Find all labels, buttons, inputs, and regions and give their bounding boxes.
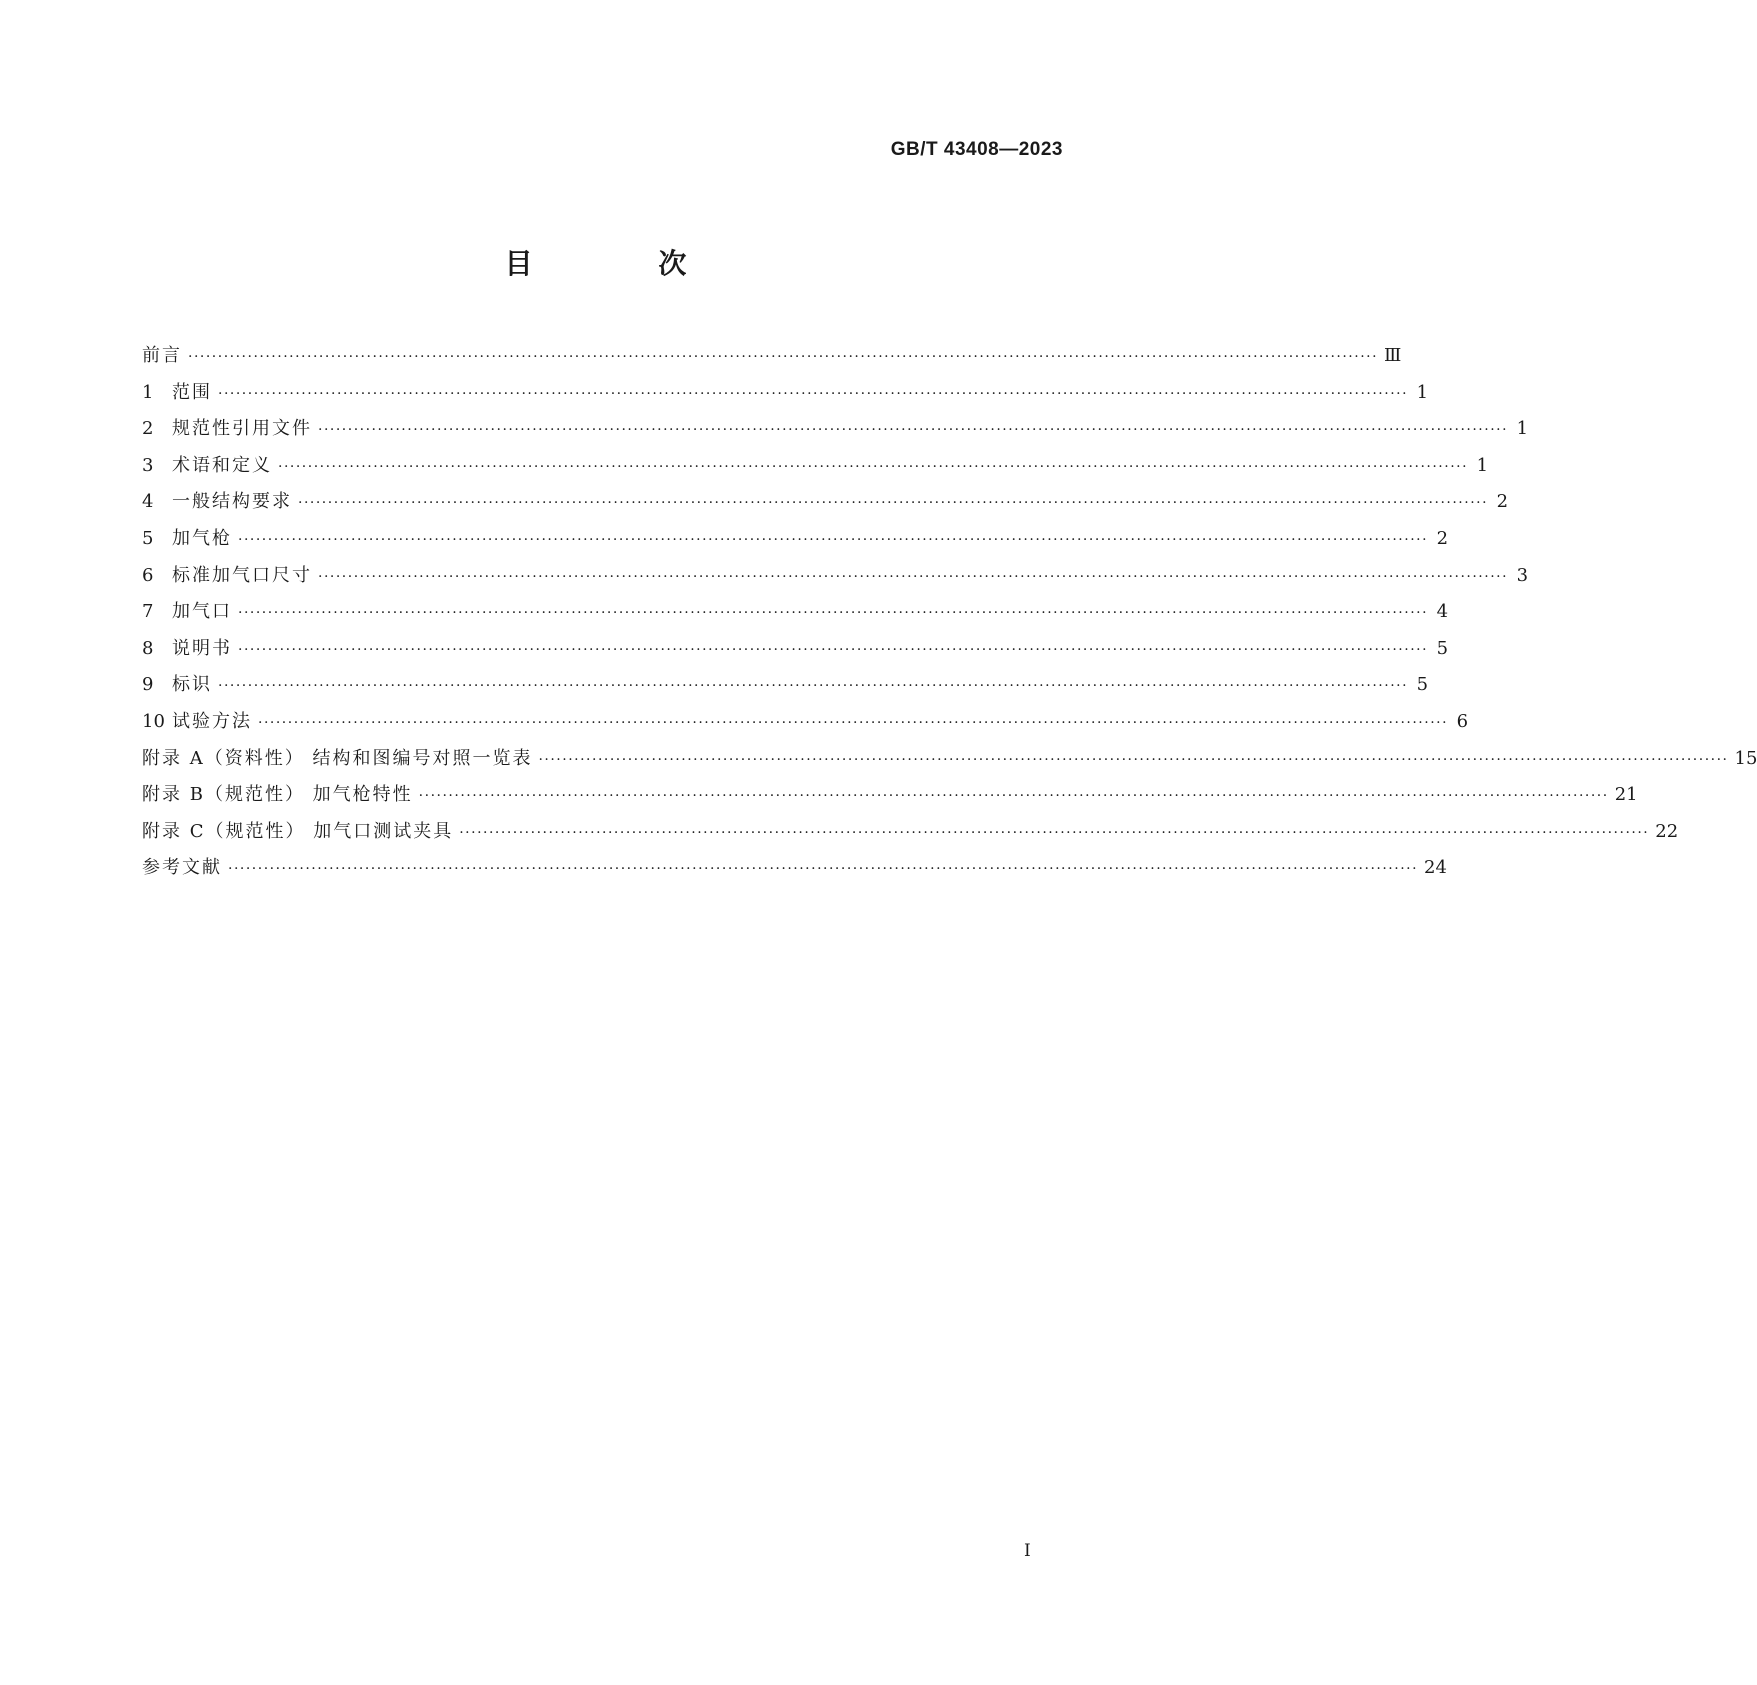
toc-entry[interactable] <box>142 558 1529 595</box>
toc-leader-dots: ········································································································································································································ <box>318 422 1509 439</box>
toc-entry-number: 6 <box>142 564 154 586</box>
toc-entry[interactable] <box>142 594 1449 631</box>
toc-leader-dots: ········································································································································································································ <box>258 714 1449 731</box>
toc-leader-dots: ········································································································································································································ <box>238 641 1429 658</box>
toc-entry-label: 说明书 <box>172 637 232 659</box>
toc-entry-label: 范围 <box>172 381 212 403</box>
toc-entry-label: 参考文献 <box>142 857 222 879</box>
table-of-contents <box>142 338 1757 887</box>
toc-entry[interactable] <box>142 411 1529 448</box>
toc-entry-page: 1 <box>1516 418 1529 440</box>
toc-entry-label: 附录 C（规范性） 加气口测试夹具 <box>142 820 454 842</box>
toc-entry[interactable] <box>142 667 1429 704</box>
toc-entry-page: 1 <box>1476 454 1489 476</box>
toc-entry[interactable] <box>142 741 1757 778</box>
toc-entry-label: 标准加气口尺寸 <box>172 564 312 586</box>
toc-leader-dots: ········································································································································································································ <box>538 751 1729 768</box>
toc-entry-page: 15 <box>1734 747 1757 769</box>
toc-entry-page: 5 <box>1416 674 1429 696</box>
toc-entry-page: 4 <box>1436 601 1449 623</box>
toc-entry[interactable] <box>142 484 1509 521</box>
toc-entry-number: 5 <box>142 527 154 549</box>
toc-leader-dots: ········································································································································································································ <box>318 568 1509 585</box>
toc-entry-number: 2 <box>142 418 154 440</box>
toc-entry-page: 6 <box>1456 710 1469 732</box>
toc-entry[interactable] <box>142 448 1489 485</box>
toc-title: 目 次 <box>504 247 745 280</box>
toc-entry[interactable] <box>142 631 1449 668</box>
toc-entry-label: 一般结构要求 <box>172 491 292 513</box>
toc-leader-dots: ········································································································································································································ <box>228 861 1419 878</box>
toc-entry-number: 4 <box>142 491 154 513</box>
toc-leader-dots: ········································································································································································································ <box>238 605 1429 622</box>
toc-entry-page: 1 <box>1416 381 1429 403</box>
toc-entry-page: 2 <box>1496 491 1509 513</box>
toc-entry-number: 9 <box>142 674 154 696</box>
toc-entry[interactable] <box>142 777 1638 814</box>
toc-entry[interactable] <box>142 375 1429 412</box>
toc-entry[interactable] <box>142 850 1447 887</box>
toc-leader-dots: ········································································································································································································ <box>188 349 1379 365</box>
toc-entry-number: 1 <box>142 381 154 403</box>
toc-entry-page: 5 <box>1436 637 1449 659</box>
toc-leader-dots: ········································································································································································································ <box>278 458 1469 475</box>
toc-entry-label: 加气口 <box>172 601 232 623</box>
toc-entry-label: 规范性引用文件 <box>172 418 312 440</box>
toc-entry[interactable] <box>142 521 1449 558</box>
toc-entry[interactable] <box>142 814 1679 851</box>
toc-entry-label: 前言 <box>142 345 182 366</box>
page-number: Ⅰ <box>1024 1541 1031 1561</box>
toc-entry[interactable] <box>142 338 1402 375</box>
standard-code: GB/T 43408—2023 <box>890 139 1063 160</box>
toc-entry[interactable] <box>142 704 1469 741</box>
toc-entry-number: 3 <box>142 454 154 476</box>
toc-leader-dots: ········································································································································································································ <box>298 495 1489 512</box>
toc-entry-page: Ⅲ <box>1384 345 1402 366</box>
toc-entry-page: 22 <box>1655 820 1679 842</box>
toc-entry-label: 标识 <box>172 674 212 696</box>
toc-entry-page: 24 <box>1424 857 1447 879</box>
toc-leader-dots: ········································································································································································································ <box>459 824 1650 841</box>
toc-entry-label: 试验方法 <box>172 710 252 732</box>
toc-entry-label: 术语和定义 <box>172 454 272 476</box>
toc-leader-dots: ········································································································································································································ <box>218 678 1409 695</box>
toc-leader-dots: ········································································································································································································ <box>218 385 1409 402</box>
toc-entry-page: 2 <box>1436 527 1449 549</box>
toc-entry-number: 8 <box>142 637 154 659</box>
toc-entry-number: 7 <box>142 601 154 623</box>
toc-entry-number: 10 <box>142 710 165 732</box>
toc-entry-page: 3 <box>1516 564 1529 586</box>
toc-entry-label: 加气枪 <box>172 527 232 549</box>
toc-leader-dots: ········································································································································································································ <box>238 531 1429 548</box>
toc-leader-dots: ········································································································································································································ <box>418 788 1609 805</box>
toc-entry-label: 附录 B（规范性） 加气枪特性 <box>142 784 413 806</box>
toc-entry-page: 21 <box>1614 784 1638 806</box>
toc-entry-label: 附录 A（资料性） 结构和图编号对照一览表 <box>142 747 533 769</box>
